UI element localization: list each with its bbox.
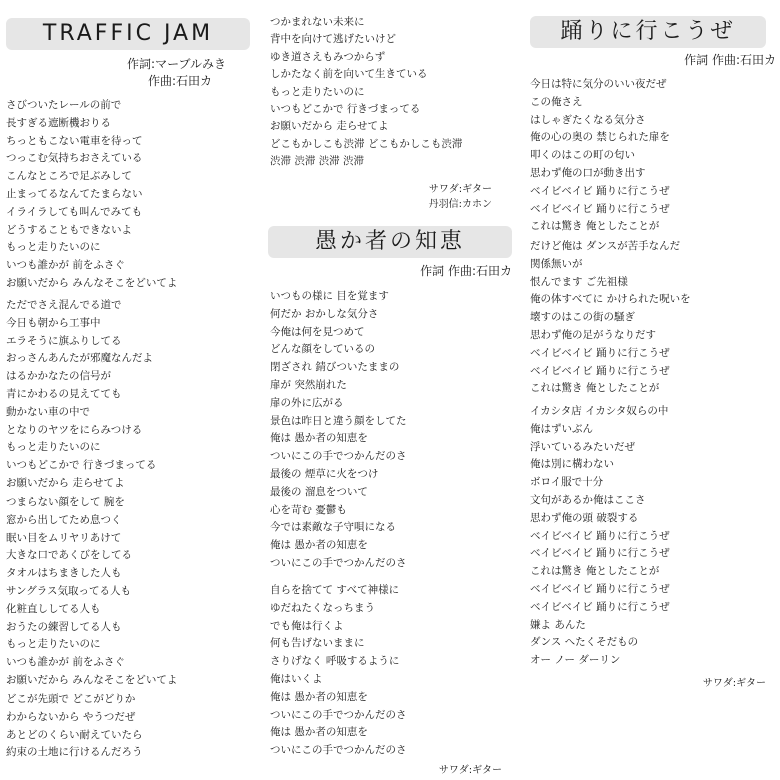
- lyric-line: エラそうに旗ふりしてる: [6, 334, 122, 347]
- lyric-line: 景色は昨日と違う顔をしてた: [270, 414, 407, 427]
- lyric-line: お願いだから 走らせてよ: [6, 476, 125, 489]
- lyric-line: ベイビベイビ 踊りに行こうぜ: [530, 346, 670, 359]
- lyric-line: 扉が 突然崩れた: [270, 378, 347, 391]
- lyric-line: おっさんあんたが邪魔なんだよ: [6, 352, 153, 365]
- lyric-line: 閉ざされ 錆びついたままの: [270, 361, 400, 374]
- stanza: [530, 403, 780, 670]
- lyric-line: 文句があるか俺はここさ: [530, 493, 646, 506]
- stanza: [6, 691, 256, 762]
- lyric-line: だけど俺は ダンスが苦手なんだ: [530, 240, 681, 252]
- lyric-line: 今では素敵な子守唄になる: [270, 521, 396, 534]
- lyric-line: オー ノー ダーリン: [530, 654, 621, 667]
- lyric-line: つまらない顔をして 腕を: [6, 496, 125, 508]
- stanza: [270, 582, 528, 760]
- lyric-line: 俺は 愚か者の知恵を: [270, 726, 368, 739]
- stanza: [270, 466, 528, 573]
- song-credit: 作詞:マーブルみき: [127, 57, 226, 71]
- stanza: [530, 238, 780, 398]
- lyric-line: 動かない車の中で: [6, 405, 90, 418]
- lyric-line: これは驚き 俺としたことが: [530, 382, 660, 395]
- lyric-line: おうたの練習してる人も: [6, 620, 122, 633]
- signature: 丹羽信:カホン: [428, 199, 492, 210]
- lyric-line: 今俺は何を見つめて: [270, 325, 365, 338]
- signature: サワダ:ギター: [702, 678, 766, 689]
- lyric-line: 俺は 愚か者の知恵を: [270, 690, 368, 703]
- lyric-line: でも俺は行くよ: [270, 619, 344, 632]
- lyric-line: 俺は 愚か者の知恵を: [270, 539, 368, 552]
- lyric-line: 扉の外に広がる: [270, 396, 344, 409]
- song-credit: 作詞 作曲:石田カ: [420, 264, 512, 278]
- lyric-line: あとどのくらい耐えていたら: [6, 728, 143, 741]
- lyric-line: いつもの様に 目を覚ます: [270, 290, 389, 302]
- lyric-line: 思わず俺の足がうなりだす: [530, 328, 656, 341]
- lyric-line: はしゃぎたくなる気分さ: [530, 113, 646, 126]
- lyric-line: お願いだから 走らせてよ: [270, 120, 389, 133]
- lyric-line: さびついたレールの前で: [6, 99, 122, 111]
- lyric-line: いつも誰かが 前をふさぐ: [6, 656, 125, 669]
- lyric-line: 俺はいくよ: [270, 672, 323, 685]
- lyric-line: 俺の体すべてに かけられた呪いを: [530, 293, 691, 306]
- lyric-line: つかまれない未来に: [270, 16, 365, 28]
- lyric-line: はるかかなたの信号が: [6, 370, 111, 383]
- lyric-line: タオルはちまきした人も: [6, 567, 122, 580]
- lyric-line: 窓から出してため息つく: [6, 513, 122, 526]
- stanza: [270, 14, 528, 171]
- stanza: [6, 297, 256, 493]
- lyric-line: 自らを捨てて すべて神様に: [270, 584, 400, 596]
- lyric-line: イカシタ店 イカシタ奴らの中: [530, 405, 669, 417]
- lyric-line: 俺の心の奥の 禁じられた扉を: [530, 131, 670, 144]
- lyric-line: ダンス へたくそだもの: [530, 636, 639, 649]
- lyric-line: 大きな口であくびをしてる: [6, 549, 132, 562]
- lyric-line: 約束の土地に行けるんだろう: [6, 746, 143, 759]
- lyric-line: 長すぎる遮断機おりる: [6, 116, 111, 129]
- lyric-line: 関係無いが: [530, 257, 583, 270]
- stanza: [6, 97, 256, 293]
- lyric-line: 化粧直ししてる人も: [6, 602, 101, 615]
- lyric-line: 俺はずいぶん: [530, 422, 593, 435]
- lyric-line: こんなところで足ぶみして: [6, 170, 132, 183]
- lyric-line: これは驚き 俺としたことが: [530, 220, 660, 233]
- lyric-line: どこが先頭で どこがどりか: [6, 693, 136, 705]
- lyric-line: 渋滞 渋滞 渋滞 渋滞: [270, 155, 365, 168]
- lyric-line: どこもかしこも渋滞 どこもかしこも渋滞: [270, 137, 463, 150]
- lyric-line: 浮いているみたいだぜ: [530, 440, 635, 453]
- lyric-line: ちっともこない電車を待って: [6, 134, 143, 147]
- lyric-line: 心を苛む 憂鬱も: [270, 503, 347, 516]
- lyric-line: わからないから やうつだぜ: [6, 710, 136, 723]
- lyric-line: 恨んでます ご先祖様: [530, 275, 628, 288]
- lyric-line: サングラス気取ってる人も: [6, 584, 131, 597]
- lyric-line: ベイビベイビ 踊りに行こうぜ: [530, 202, 670, 215]
- lyric-line: もっと走りたいのに: [6, 441, 101, 454]
- lyric-line: ゆだねたくなっちまう: [270, 601, 375, 614]
- lyric-line: ついにこの手でつかんだのさ: [270, 744, 407, 757]
- lyric-line: ベイビベイビ 踊りに行こうぜ: [530, 547, 670, 560]
- lyric-line: どんな顔をしているの: [270, 343, 375, 356]
- lyric-line: 思わず俺の頭 破裂する: [530, 511, 639, 524]
- lyric-line: ベイビベイビ 踊りに行こうぜ: [530, 364, 670, 377]
- lyric-line: ついにこの手でつかんだのさ: [270, 556, 407, 569]
- lyric-line: つっこむ気持ちおさえている: [6, 152, 143, 165]
- lyric-line: いつもどこかで 行きづまってる: [6, 459, 157, 472]
- lyric-line: ベイビベイビ 踊りに行こうぜ: [530, 600, 670, 613]
- lyric-line: 壊すのはこの街の騒ぎ: [530, 311, 635, 324]
- lyric-line: 何だか おかしな気分さ: [270, 307, 379, 320]
- lyric-line: これは驚き 俺としたことが: [530, 565, 660, 578]
- lyric-line: ボロイ服で十分: [530, 476, 604, 489]
- lyric-line: もっと走りたいのに: [6, 638, 101, 651]
- lyric-line: ゆき道さえもみつからず: [270, 50, 386, 63]
- lyric-line: 止まってるなんてたまらない: [6, 187, 143, 200]
- lyric-line: お願いだから みんなそこをどいてよ: [6, 276, 178, 289]
- lyric-line: お願いだから みんなそこをどいてよ: [6, 673, 178, 686]
- lyric-line: 嫌よ あんた: [530, 618, 586, 631]
- stanza: [530, 76, 780, 236]
- signature: サワダ:ギター: [438, 765, 502, 776]
- lyric-line: となりのヤツをにらみつける: [6, 423, 143, 436]
- lyric-line: 今日も朝から工事中: [6, 316, 101, 329]
- song-title: 踊りに行こうぜ: [530, 16, 766, 48]
- signature: サワダ:ギター: [428, 184, 492, 195]
- lyric-line: 思わず俺の口が動き出す: [530, 166, 646, 179]
- song-title: TRAFFIC JAM: [6, 18, 250, 50]
- lyric-line: もっと走りたいのに: [6, 241, 101, 254]
- lyric-line: ただでさえ混んでる道で: [6, 299, 122, 311]
- lyric-line: ベイビベイビ 踊りに行こうぜ: [530, 529, 670, 542]
- lyric-line: いつもどこかで 行きづまってる: [270, 102, 421, 115]
- lyric-line: 最後の 溜息をついて: [270, 485, 368, 498]
- song-credit: 作曲:石田カ: [147, 74, 212, 88]
- lyric-line: しかたなく前を向いて生きている: [270, 68, 428, 81]
- lyric-line: ついにこの手でつかんだのさ: [270, 450, 407, 463]
- stanza: [6, 494, 256, 690]
- lyric-line: 背中を向けて逃げたいけど: [270, 33, 396, 46]
- song-credit: 作詞 作曲:石田カ: [684, 53, 776, 67]
- lyric-line: 最後の 煙草に火をつけ: [270, 468, 379, 480]
- lyric-line: 叩くのはこの町の匂い: [530, 149, 635, 162]
- lyric-line: 眠い目をムリヤリあけて: [6, 531, 122, 544]
- lyric-line: もっと走りたいのに: [270, 85, 365, 98]
- lyric-line: いつも誰かが 前をふさぐ: [6, 259, 125, 272]
- lyric-line: さりげなく 呼吸するように: [270, 655, 400, 668]
- lyric-line: 俺は別に構わない: [530, 458, 614, 471]
- lyric-line: この俺さえ: [530, 95, 583, 108]
- lyric-line: ベイビベイビ 踊りに行こうぜ: [530, 582, 670, 595]
- lyric-line: ついにこの手でつかんだのさ: [270, 708, 407, 721]
- stanza: [270, 288, 528, 466]
- lyric-line: 青にかわるの見えてても: [6, 387, 122, 400]
- lyric-line: ベイビベイビ 踊りに行こうぜ: [530, 184, 670, 197]
- lyric-line: イライラしても叫んでみても: [6, 205, 143, 218]
- lyric-line: どうすることもできないよ: [6, 223, 132, 236]
- lyric-line: 今日は特に気分のいい夜だぜ: [530, 78, 667, 90]
- song-title: 愚か者の知恵: [268, 226, 512, 258]
- lyric-line: 俺は 愚か者の知恵を: [270, 432, 368, 445]
- lyric-line: 何も告げないままに: [270, 637, 365, 650]
